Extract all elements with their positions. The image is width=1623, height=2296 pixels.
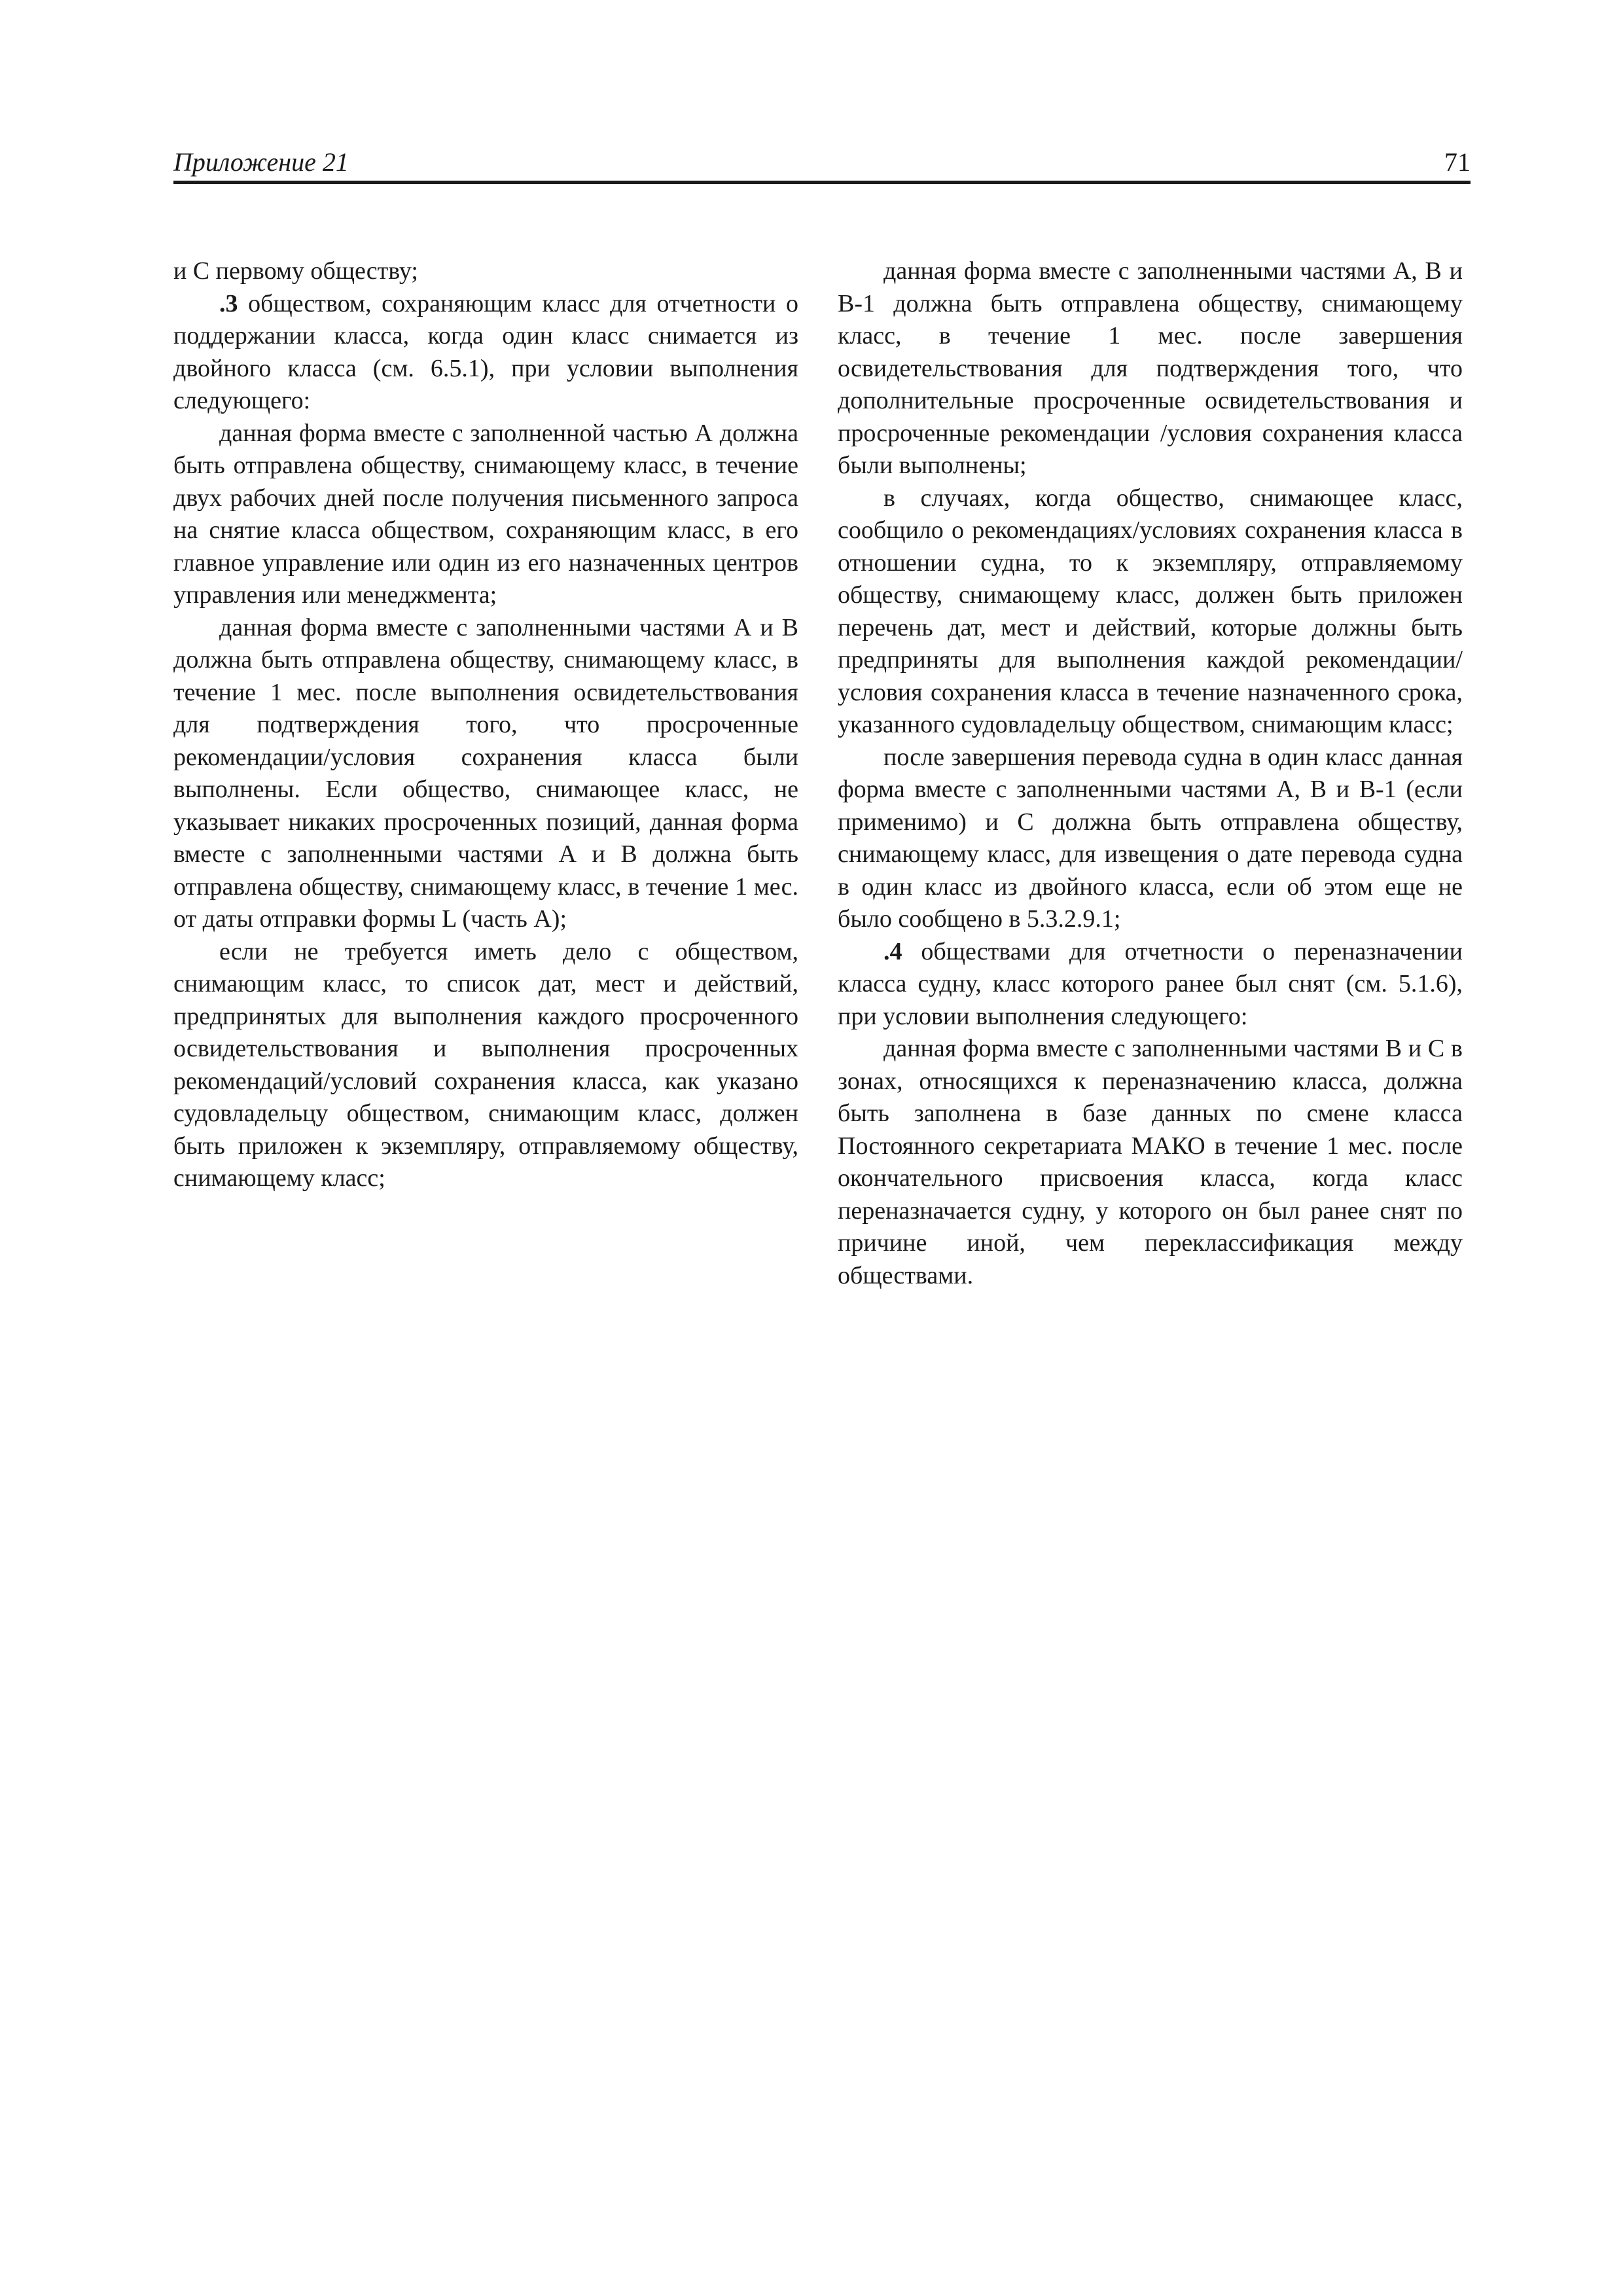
paragraph <box>173 612 798 936</box>
paragraph <box>838 255 1463 482</box>
paragraph-text: и С первому обществу; <box>173 257 418 285</box>
paragraph-text: обществом, сохраняющим класс для отчетности о поддержании класса, когда один класс снимается из двойного класса (см. 6.5.1), при условии выполнения следующего: <box>173 289 798 414</box>
paragraph-text: если не требуется иметь дело с обществом, снимающим класс, то список дат, мест и действий, предпринятых для выполнения каждого просроченного освидетельствования и выполнения просроченных рекомендаций/условий сохранения класса, как указано судовладельцу обществом, снимающим класс, должен быть приложен к экземпляру, отправляемому обществу, снимающему класс; <box>173 937 798 1192</box>
paragraph-text: в случаях, когда общество, снимающее класс, сообщило о рекомендациях/условиях сохранения класса в отношении судна, то к экземпляру, отправляемому обществу, снимающему класс, должен быть приложен перечень дат, мест и действий, которые должны быть предприняты для выполнения каждой рекомендации/условия сохранения класса в течение назначенного срока, указанного судовладельцу обществом, снимающим класс; <box>838 484 1463 738</box>
header-title: Приложение 21 <box>173 147 349 177</box>
paragraph-text: обществами для отчетности о переназначении класса судну, класс которого ранее был снят (см. 5.1.6), при условии выполнения следующего: <box>838 937 1463 1030</box>
paragraph <box>838 936 1463 1033</box>
paragraph <box>173 288 798 418</box>
paragraph-text: данная форма вместе с заполненными частями А и В должна быть отправлена обществу, снимающему класс, в течение 1 мес. после выполнения освидетельствования для подтверждения того, что просроченные рекомендации/условия сохранения класса были выполнены. Если общество, снимающее класс, не указывает никаких просроченных позиций, данная форма вместе с заполненными частями А и В должна быть отправлена обществу, снимающему класс, в течение 1 мес. от даты отправки формы L (часть А); <box>173 613 798 933</box>
left-column <box>173 255 798 1195</box>
paragraph <box>173 255 798 288</box>
paragraph <box>838 742 1463 936</box>
paragraph <box>838 1033 1463 1292</box>
paragraph <box>173 936 798 1195</box>
page-number: 71 <box>1444 147 1471 177</box>
right-column <box>838 255 1463 1292</box>
paragraph-text: данная форма вместе с заполненными частями А, В и В-1 должна быть отправлена обществу, снимающему класс, в течение 1 мес. после завершения освидетельствования для подтверждения того, что дополнительные просроченные освидетельствования и просроченные рекомендации /условия сохранения класса были выполнены; <box>838 257 1463 479</box>
paragraph-text: данная форма вместе с заполненной частью А должна быть отправлена обществу, снимающему класс, в течение двух рабочих дней после получения письменного запроса на снятие класса обществом, сохраняющим класс, в его главное управление или один из его назначенных центров управления или менеджмента; <box>173 419 798 609</box>
paragraph-text: после завершения перевода судна в один класс данная форма вместе с заполненными частями А, В и В-1 (если применимо) и С должна быть отправлена обществу, снимающему класс, для извещения о дате перевода судна в один класс из двойного класса, если об этом еще не было сообщено в 5.3.2.9.1; <box>838 743 1463 933</box>
paragraph-text: данная форма вместе с заполненными частями В и С в зонах, относящихся к переназначению класса, должна быть заполнена в базе данных по смене класса Постоянного секретариата МАКО в течение 1 мес. после окончательного присвоения класса, когда класс переназначается судну, у которого он был ранее снят по причине иной, чем переклассификация между обществами. <box>838 1035 1463 1289</box>
paragraph <box>838 482 1463 742</box>
item-number: .4 <box>883 937 902 965</box>
paragraph <box>173 418 798 612</box>
item-number: .3 <box>219 289 238 317</box>
page-header <box>173 144 1471 184</box>
